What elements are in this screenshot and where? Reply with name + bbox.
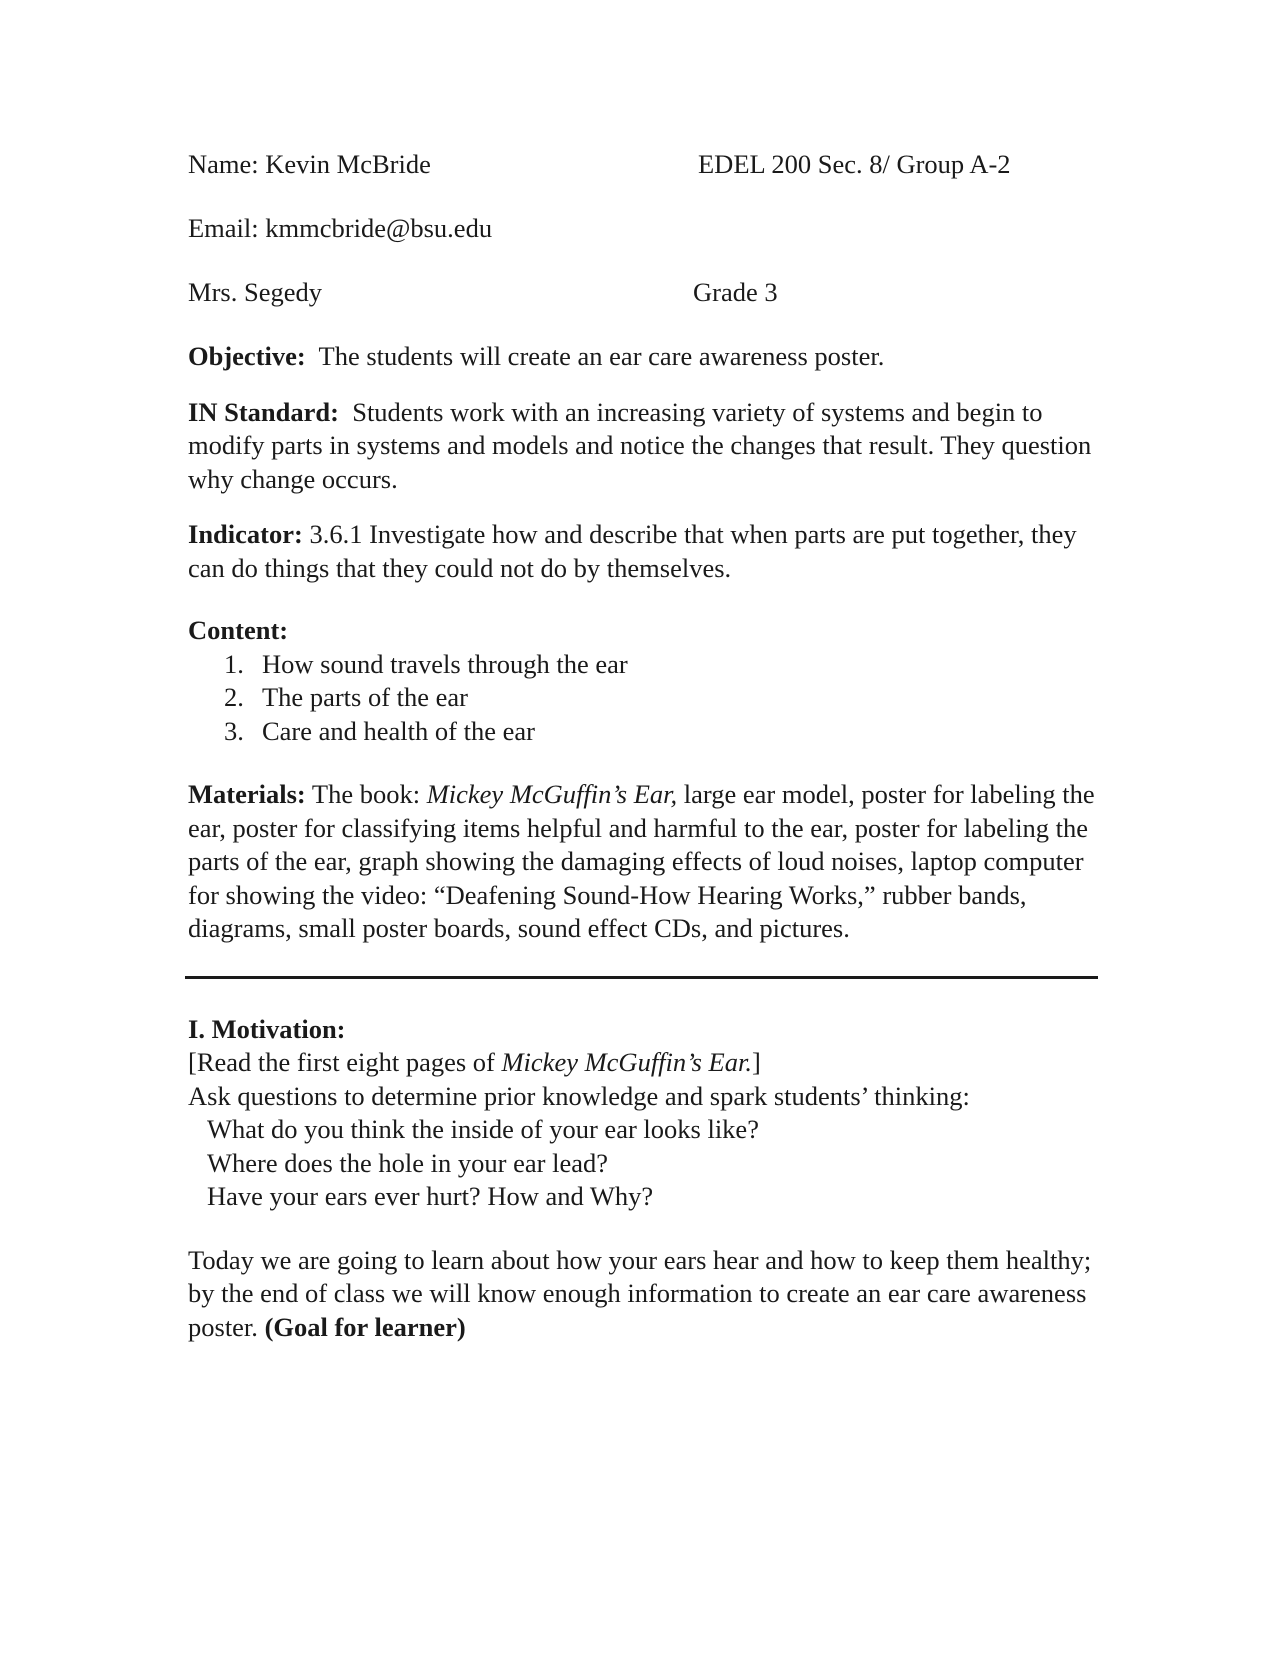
read-prefix: [Read the first eight pages of [188,1047,495,1077]
goal-text: Today we are going to learn about how your ears hear and how to keep them healthy; by the end of class we will know enough information to create an ear care awareness poster. [188,1244,1092,1342]
course-section: EDEL 200 Sec. 8/ Group A-2 [698,149,1011,179]
indicator-label: Indicator: [188,519,303,549]
header-row-teacher [188,276,1098,310]
objective-paragraph [188,340,1098,374]
list-item-number: 3. [224,715,244,746]
read-book-title: Mickey McGuffin’s Ear. [501,1047,752,1077]
materials-paragraph [188,778,1098,946]
objective-label: Objective: [188,341,306,371]
grade-level: Grade 3 [693,277,778,307]
book-title: Mickey McGuffin’s Ear, [426,779,678,809]
section-divider [185,976,1098,979]
lesson-plan-page [188,148,1098,1344]
indicator-text: 3.6.1 Investigate how and describe that when parts are put together, they can do things that they could not do by themselves. [188,519,1077,583]
teacher-name: Mrs. Segedy [188,277,322,307]
read-suffix: ] [751,1047,761,1077]
list-item-number: 1. [224,648,244,679]
objective-text: The students will create an ear care awareness poster. [318,341,885,371]
content-list [188,648,1098,749]
list-item [188,648,1098,682]
standard-label: IN Standard: [188,396,339,427]
standard-paragraph [188,396,1098,497]
motivation-question: What do you think the inside of your ear looks like? [207,1114,759,1144]
list-item [188,681,1098,715]
motivation-question: Have your ears ever hurt? How and Why? [207,1181,654,1211]
content-heading: Content: [188,615,289,645]
list-item [188,715,1098,749]
motivation-question: Where does the hole in your ear lead? [207,1147,608,1178]
author-name: Name: Kevin McBride [188,149,431,179]
list-item-text: The parts of the ear [262,682,469,712]
list-item-text: How sound travels through the ear [262,648,628,679]
materials-text: large ear model, poster for labeling the ear, poster for classifying items helpful and harmful to the ear, poster for labeling the parts of the ear, graph showing the damaging effects of loud noises, laptop computer for showing the video: “Deafening Sound-How Hearing Works,” rubber bands, diagrams, small poster boards, sound effect CDs, and pictures. [188,779,1095,943]
motivation-ask-line: Ask questions to determine prior knowledge and spark students’ thinking: [188,1080,970,1111]
motivation-read-line [188,1046,1098,1080]
header-row-email [188,212,1098,246]
goal-paragraph [188,1244,1098,1345]
indicator-paragraph [188,518,1098,585]
list-item-number: 2. [224,682,244,712]
materials-lead: The book: [311,779,421,809]
list-item-text: Care and health of the ear [262,715,535,746]
goal-label: (Goal for learner) [264,1311,466,1342]
motivation-heading: I. Motivation: [188,1013,346,1044]
materials-label: Materials: [188,779,306,809]
standard-text: Students work with an increasing variety of systems and begin to modify parts in systems and models and notice the changes that result. They question why change occurs. [188,396,1092,494]
author-email: Email: kmmcbride@bsu.edu [188,213,493,243]
header-row-name [188,148,1098,182]
